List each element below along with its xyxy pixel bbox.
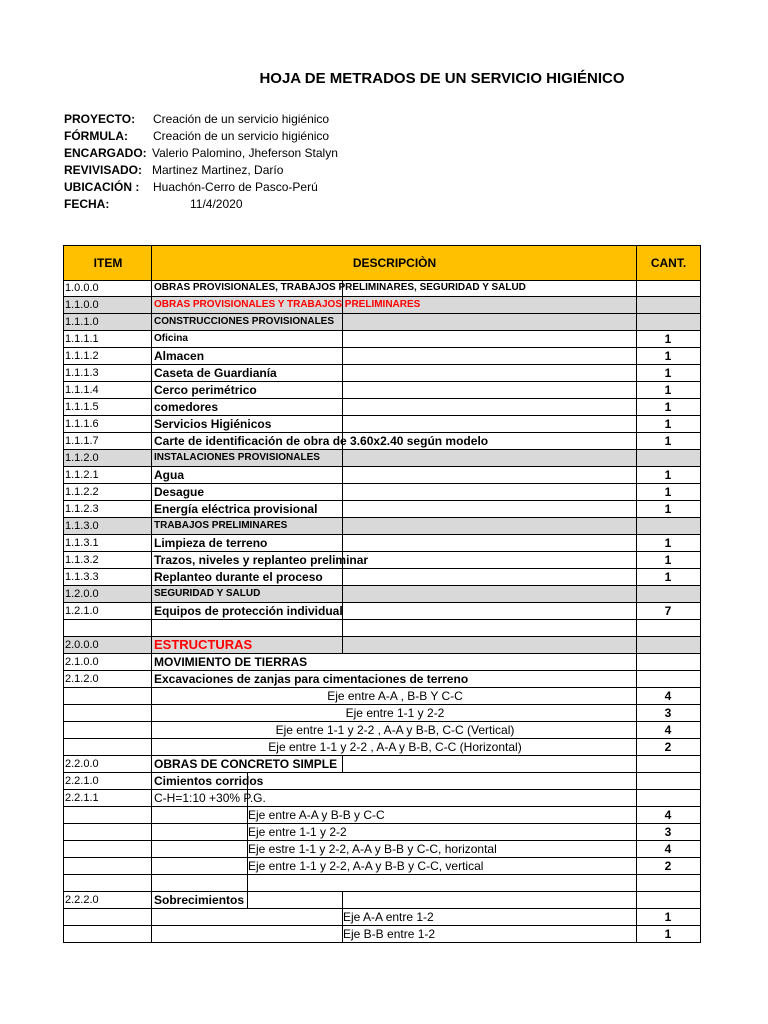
grid-line <box>342 501 343 518</box>
grid-line <box>63 722 64 739</box>
grid-line <box>342 586 343 603</box>
item-description[interactable]: Trazos, niveles y replanteo preliminar <box>154 553 369 567</box>
item-quantity[interactable]: 1 <box>664 468 672 482</box>
item-code[interactable]: 1.1.1.0 <box>65 316 99 328</box>
item-quantity[interactable] <box>637 892 699 908</box>
table-row <box>63 603 701 620</box>
grid-line <box>63 586 64 603</box>
item-code[interactable]: 2.1.0.0 <box>65 656 99 668</box>
item-description[interactable]: TRABAJOS PRELIMINARES <box>154 520 288 531</box>
item-quantity[interactable]: 4 <box>664 689 672 703</box>
item-description[interactable]: Cimientos corridos <box>154 774 264 788</box>
grid-line <box>700 552 701 569</box>
sheet-title: HOJA DE METRADOS DE UN SERVICIO HIGIÉNICO <box>259 70 625 87</box>
table-row <box>63 467 701 484</box>
grid-line <box>63 501 64 518</box>
grid-line <box>63 348 64 365</box>
grid-line <box>700 450 701 467</box>
table-row <box>63 926 701 943</box>
grid-line <box>151 603 152 620</box>
item-quantity[interactable]: 1 <box>664 434 672 448</box>
grid-line <box>700 705 701 722</box>
grid-line <box>63 535 64 552</box>
table-row <box>63 484 701 501</box>
grid-line <box>700 586 701 603</box>
grid-line <box>700 688 701 705</box>
table-row <box>63 399 701 416</box>
item-description[interactable]: Oficina <box>154 333 188 344</box>
item-description[interactable]: comedores <box>154 400 219 414</box>
grid-line <box>700 535 701 552</box>
table-row <box>63 620 701 637</box>
table-row <box>63 909 701 926</box>
item-description[interactable]: Eje entre A-A , B-B Y C-C <box>327 689 463 703</box>
item-code[interactable]: 1.1.2.2 <box>65 486 99 498</box>
item-quantity[interactable]: 1 <box>664 927 672 941</box>
grid-line <box>700 841 701 858</box>
table-row <box>63 501 701 518</box>
item-code[interactable]: 1.1.1.2 <box>65 350 99 362</box>
grid-line <box>342 450 343 467</box>
grid-line <box>151 569 152 586</box>
metrados-table <box>63 245 701 947</box>
item-description[interactable]: Replanteo durante el proceso <box>154 570 323 584</box>
item-code[interactable]: 1.1.3.1 <box>65 537 99 549</box>
grid-line <box>151 671 152 688</box>
table-row <box>63 773 701 790</box>
grid-line <box>342 518 343 535</box>
item-description[interactable]: INSTALACIONES PROVISIONALES <box>154 452 320 463</box>
grid-line <box>700 909 701 926</box>
item-quantity[interactable]: 2 <box>664 740 672 754</box>
item-code[interactable]: 1.0.0.0 <box>65 282 99 294</box>
grid-line <box>342 569 343 586</box>
item-description[interactable]: Sobrecimientos <box>154 893 245 907</box>
fecha-value: 11/4/2020 <box>190 197 243 211</box>
item-quantity[interactable]: 1 <box>664 366 672 380</box>
grid-line <box>151 705 152 722</box>
item-description[interactable]: Caseta de Guardianía <box>154 366 277 380</box>
table-row <box>63 875 701 892</box>
grid-line <box>63 671 64 688</box>
table-row <box>63 280 701 297</box>
item-quantity[interactable] <box>637 518 699 534</box>
item-code[interactable]: 2.0.0.0 <box>65 639 99 651</box>
grid-line <box>151 773 152 790</box>
table-row <box>63 569 701 586</box>
table-row <box>63 688 701 705</box>
grid-line <box>63 773 64 790</box>
grid-line <box>151 909 152 926</box>
table-row <box>63 739 701 756</box>
grid-line <box>700 620 701 637</box>
table-row <box>63 314 701 331</box>
item-description[interactable]: Eje entre 1-1 y 2-2 , A-A y B-B, C-C (Horizontal) <box>268 740 522 754</box>
item-description[interactable]: CONSTRUCCIONES PROVISIONALES <box>154 316 335 327</box>
item-description[interactable]: Eje entre A-A y B-B y C-C <box>248 808 385 822</box>
grid-line <box>63 433 64 450</box>
grid-line <box>700 348 701 365</box>
item-code[interactable]: 1.1.1.6 <box>65 418 99 430</box>
grid-line <box>151 790 152 807</box>
grid-line <box>700 637 701 654</box>
grid-line <box>151 314 152 331</box>
table-header <box>63 245 701 281</box>
formula-value: Creación de un servicio higiénico <box>153 129 330 143</box>
item-quantity[interactable] <box>637 654 699 670</box>
grid-line <box>63 314 64 331</box>
grid-line <box>700 569 701 586</box>
encargado-label: ENCARGADO: <box>64 146 147 160</box>
item-description[interactable]: Eje entre 1-1 y 2-2 <box>345 706 445 720</box>
item-quantity[interactable] <box>637 671 699 687</box>
item-quantity[interactable] <box>637 280 699 296</box>
grid-line <box>63 569 64 586</box>
grid-line <box>63 892 64 909</box>
grid-line <box>151 654 152 671</box>
grid-line <box>700 399 701 416</box>
item-quantity[interactable] <box>637 450 699 466</box>
grid-line <box>63 858 64 875</box>
grid-line <box>63 824 64 841</box>
table-row <box>63 586 701 603</box>
item-description[interactable]: Eje A-A entre 1-2 <box>343 910 434 924</box>
item-code[interactable]: 1.1.1.7 <box>65 435 99 447</box>
table-row <box>63 637 701 654</box>
grid-line <box>700 892 701 909</box>
table-row <box>63 382 701 399</box>
grid-line <box>63 807 64 824</box>
item-description[interactable]: OBRAS PROVISIONALES, TRABAJOS PRELIMINARES, SEGURIDAD Y SALUD <box>154 282 526 293</box>
grid-line <box>63 297 64 314</box>
grid-line <box>151 637 152 654</box>
grid-line <box>151 739 152 756</box>
grid-line <box>342 382 343 399</box>
grid-line <box>63 552 64 569</box>
grid-line <box>342 756 343 773</box>
grid-line <box>63 926 64 943</box>
grid-line <box>151 875 152 892</box>
table-row <box>63 892 701 909</box>
ubicacion-value: Huachón-Cerro de Pasco-Perú <box>153 180 318 194</box>
grid-line <box>342 416 343 433</box>
item-description[interactable]: Eje estre 1-1 y 2-2, A-A y B-B y C-C, horizontal <box>248 842 497 856</box>
grid-line <box>151 280 152 297</box>
item-quantity[interactable]: 1 <box>664 332 672 346</box>
grid-line <box>63 739 64 756</box>
grid-line <box>151 297 152 314</box>
grid-line <box>700 858 701 875</box>
grid-line <box>700 875 701 892</box>
grid-line <box>700 416 701 433</box>
grid-line <box>342 637 343 654</box>
grid-line <box>151 382 152 399</box>
grid-line <box>63 382 64 399</box>
grid-line <box>151 688 152 705</box>
item-description[interactable]: SEGURIDAD Y SALUD <box>154 588 261 599</box>
grid-line <box>151 518 152 535</box>
item-quantity[interactable]: 3 <box>664 825 672 839</box>
grid-line <box>342 892 343 909</box>
item-description[interactable]: Limpieza de terreno <box>154 536 268 550</box>
grid-line <box>700 807 701 824</box>
item-code[interactable]: 2.1.2.0 <box>65 673 99 685</box>
grid-line <box>63 790 64 807</box>
table-row <box>63 671 701 688</box>
table-row <box>63 807 701 824</box>
item-description[interactable]: Almacen <box>154 349 205 363</box>
table-body <box>63 280 701 943</box>
grid-line <box>63 841 64 858</box>
item-quantity[interactable] <box>637 875 699 891</box>
item-quantity[interactable]: 1 <box>664 485 672 499</box>
item-code[interactable]: 2.2.2.0 <box>65 894 99 906</box>
item-quantity[interactable] <box>637 620 699 636</box>
grid-line <box>342 467 343 484</box>
grid-line <box>151 926 152 943</box>
grid-line <box>700 756 701 773</box>
grid-line <box>342 399 343 416</box>
item-code[interactable]: 2.2.1.1 <box>65 792 99 804</box>
grid-line <box>151 858 152 875</box>
item-description[interactable]: Equipos de protección individual <box>154 604 343 618</box>
table-row <box>63 705 701 722</box>
ubicacion-label: UBICACIÓN : <box>64 180 140 194</box>
item-quantity[interactable]: 4 <box>664 808 672 822</box>
item-description[interactable]: C-H=1:10 +30% P.G. <box>154 791 266 805</box>
grid-line <box>700 671 701 688</box>
header-item[interactable]: ITEM <box>93 256 123 270</box>
item-code[interactable]: 2.2.1.0 <box>65 775 99 787</box>
grid-line <box>63 399 64 416</box>
table-row <box>63 535 701 552</box>
item-quantity[interactable]: 2 <box>664 859 672 873</box>
table-row <box>63 365 701 382</box>
table-row <box>63 331 701 348</box>
grid-line <box>700 467 701 484</box>
grid-line <box>63 654 64 671</box>
item-code[interactable]: 1.1.1.1 <box>65 333 99 345</box>
grid-line <box>700 773 701 790</box>
item-code[interactable]: 1.1.3.3 <box>65 571 99 583</box>
grid-line <box>151 824 152 841</box>
item-quantity[interactable] <box>637 314 699 330</box>
item-quantity[interactable]: 4 <box>664 723 672 737</box>
revisado-label: REVIVISADO: <box>64 163 143 177</box>
item-quantity[interactable] <box>637 773 699 789</box>
grid-line <box>63 909 64 926</box>
grid-line <box>700 433 701 450</box>
grid-line <box>700 790 701 807</box>
item-quantity[interactable]: 7 <box>664 604 672 618</box>
grid-line <box>700 484 701 501</box>
grid-line <box>342 535 343 552</box>
grid-line <box>151 722 152 739</box>
item-quantity[interactable]: 1 <box>664 910 672 924</box>
item-description[interactable]: Carte de identificación de obra de 3.60x2.40 según modelo <box>154 434 489 448</box>
item-description[interactable]: Excavaciones de zanjas para cimentaciones de terreno <box>154 672 469 686</box>
item-quantity[interactable]: 3 <box>664 706 672 720</box>
proyecto-label: PROYECTO: <box>64 112 136 126</box>
item-code[interactable]: 1.1.2.1 <box>65 469 99 481</box>
grid-line <box>151 620 152 637</box>
table-row <box>63 722 701 739</box>
item-quantity[interactable] <box>637 586 699 602</box>
proyecto-value: Creación de un servicio higiénico <box>153 112 330 126</box>
item-quantity[interactable]: 1 <box>664 383 672 397</box>
item-description[interactable]: MOVIMIENTO DE TIERRAS <box>154 655 308 669</box>
table-row <box>63 297 701 314</box>
table-row <box>63 790 701 807</box>
header-descripcion[interactable]: DESCRIPCIÒN <box>352 256 437 270</box>
item-code[interactable]: 1.1.3.2 <box>65 554 99 566</box>
grid-line <box>342 365 343 382</box>
grid-line <box>342 314 343 331</box>
grid-line <box>151 552 152 569</box>
header-cantidad[interactable]: CANT. <box>650 256 687 270</box>
grid-line <box>700 518 701 535</box>
grid-line <box>63 518 64 535</box>
grid-line <box>342 620 343 637</box>
grid-line <box>342 484 343 501</box>
grid-line <box>151 450 152 467</box>
table-row <box>63 756 701 773</box>
item-code[interactable]: 1.2.1.0 <box>65 605 99 617</box>
table-row <box>63 824 701 841</box>
grid-line <box>151 501 152 518</box>
grid-line <box>63 484 64 501</box>
grid-line <box>700 824 701 841</box>
grid-line <box>700 280 701 297</box>
table-row <box>63 348 701 365</box>
grid-line <box>151 365 152 382</box>
grid-line <box>247 892 248 909</box>
grid-line <box>151 484 152 501</box>
item-code[interactable]: 1.1.1.3 <box>65 367 99 379</box>
item-quantity[interactable]: 1 <box>664 349 672 363</box>
grid-line <box>63 705 64 722</box>
item-quantity[interactable]: 1 <box>664 536 672 550</box>
formula-label: FÓRMULA: <box>64 129 128 143</box>
grid-line <box>342 331 343 348</box>
grid-line <box>151 807 152 824</box>
grid-line <box>700 926 701 943</box>
item-code[interactable]: 2.2.0.0 <box>65 758 99 770</box>
table-row <box>63 416 701 433</box>
item-quantity[interactable] <box>637 637 699 653</box>
revisado-value: Martinez Martinez, Darío <box>152 163 284 177</box>
item-quantity[interactable]: 1 <box>664 570 672 584</box>
grid-line <box>63 875 64 892</box>
grid-line <box>151 416 152 433</box>
item-code[interactable]: 1.1.0.0 <box>65 299 99 311</box>
grid-line <box>700 603 701 620</box>
grid-line <box>700 331 701 348</box>
grid-line <box>63 365 64 382</box>
table-row <box>63 518 701 535</box>
grid-line <box>700 314 701 331</box>
grid-line <box>151 586 152 603</box>
grid-line <box>700 654 701 671</box>
grid-line <box>700 739 701 756</box>
item-description[interactable]: OBRAS DE CONCRETO SIMPLE <box>154 757 338 771</box>
grid-line <box>151 756 152 773</box>
grid-line <box>700 722 701 739</box>
table-row <box>63 450 701 467</box>
item-quantity[interactable] <box>637 756 699 772</box>
item-quantity[interactable]: 4 <box>664 842 672 856</box>
item-description[interactable]: Energía eléctrica provisional <box>154 502 318 516</box>
item-description[interactable]: Eje entre 1-1 y 2-2 <box>248 825 347 839</box>
item-quantity[interactable]: 1 <box>664 417 672 431</box>
item-code[interactable]: 1.2.0.0 <box>65 588 99 600</box>
grid-line <box>700 501 701 518</box>
item-code[interactable]: 1.1.1.4 <box>65 384 99 396</box>
item-code[interactable]: 1.1.3.0 <box>65 520 99 532</box>
grid-line <box>151 892 152 909</box>
grid-line <box>151 535 152 552</box>
grid-line <box>151 399 152 416</box>
grid-line <box>151 467 152 484</box>
item-description[interactable]: Eje entre 1-1 y 2-2, A-A y B-B y C-C, vertical <box>248 859 484 873</box>
item-description[interactable]: Eje entre 1-1 y 2-2 , A-A y B-B, C-C (Vertical) <box>275 723 515 737</box>
grid-line <box>342 348 343 365</box>
grid-line <box>63 467 64 484</box>
table-row <box>63 433 701 450</box>
grid-line <box>63 620 64 637</box>
grid-line <box>151 433 152 450</box>
grid-line <box>63 603 64 620</box>
grid-line <box>63 450 64 467</box>
encargado-value: Valerio Palomino, Jheferson Stalyn <box>152 146 338 160</box>
item-description[interactable]: Desague <box>154 485 205 499</box>
item-quantity[interactable]: 1 <box>664 502 672 516</box>
item-code[interactable]: 1.1.1.5 <box>65 401 99 413</box>
item-description[interactable]: Eje B-B entre 1-2 <box>343 927 436 941</box>
table-row <box>63 552 701 569</box>
fecha-label: FECHA: <box>64 197 110 211</box>
grid-line <box>700 382 701 399</box>
grid-line <box>151 348 152 365</box>
grid-line <box>63 637 64 654</box>
grid-line <box>63 280 64 297</box>
item-quantity[interactable] <box>637 790 699 806</box>
item-description[interactable]: ESTRUCTURAS <box>154 637 253 652</box>
table-row <box>63 858 701 875</box>
item-code[interactable]: 1.1.2.0 <box>65 452 99 464</box>
item-description[interactable]: Agua <box>154 468 184 482</box>
grid-line <box>247 875 248 892</box>
table-row <box>63 841 701 858</box>
item-code[interactable]: 1.1.2.3 <box>65 503 99 515</box>
grid-line <box>63 416 64 433</box>
grid-line <box>700 365 701 382</box>
grid-line <box>63 688 64 705</box>
grid-line <box>63 756 64 773</box>
grid-line <box>151 331 152 348</box>
grid-line <box>151 841 152 858</box>
grid-line <box>700 297 701 314</box>
item-quantity[interactable] <box>637 297 699 313</box>
item-description[interactable]: Cerco perimétrico <box>154 383 257 397</box>
item-description[interactable]: OBRAS PROVISIONALES Y TRABAJOS PRELIMINARES <box>154 299 421 310</box>
item-quantity[interactable]: 1 <box>664 400 672 414</box>
grid-line <box>63 331 64 348</box>
item-description[interactable]: Servicios Higiénicos <box>154 417 272 431</box>
item-quantity[interactable]: 1 <box>664 553 672 567</box>
table-row <box>63 654 701 671</box>
